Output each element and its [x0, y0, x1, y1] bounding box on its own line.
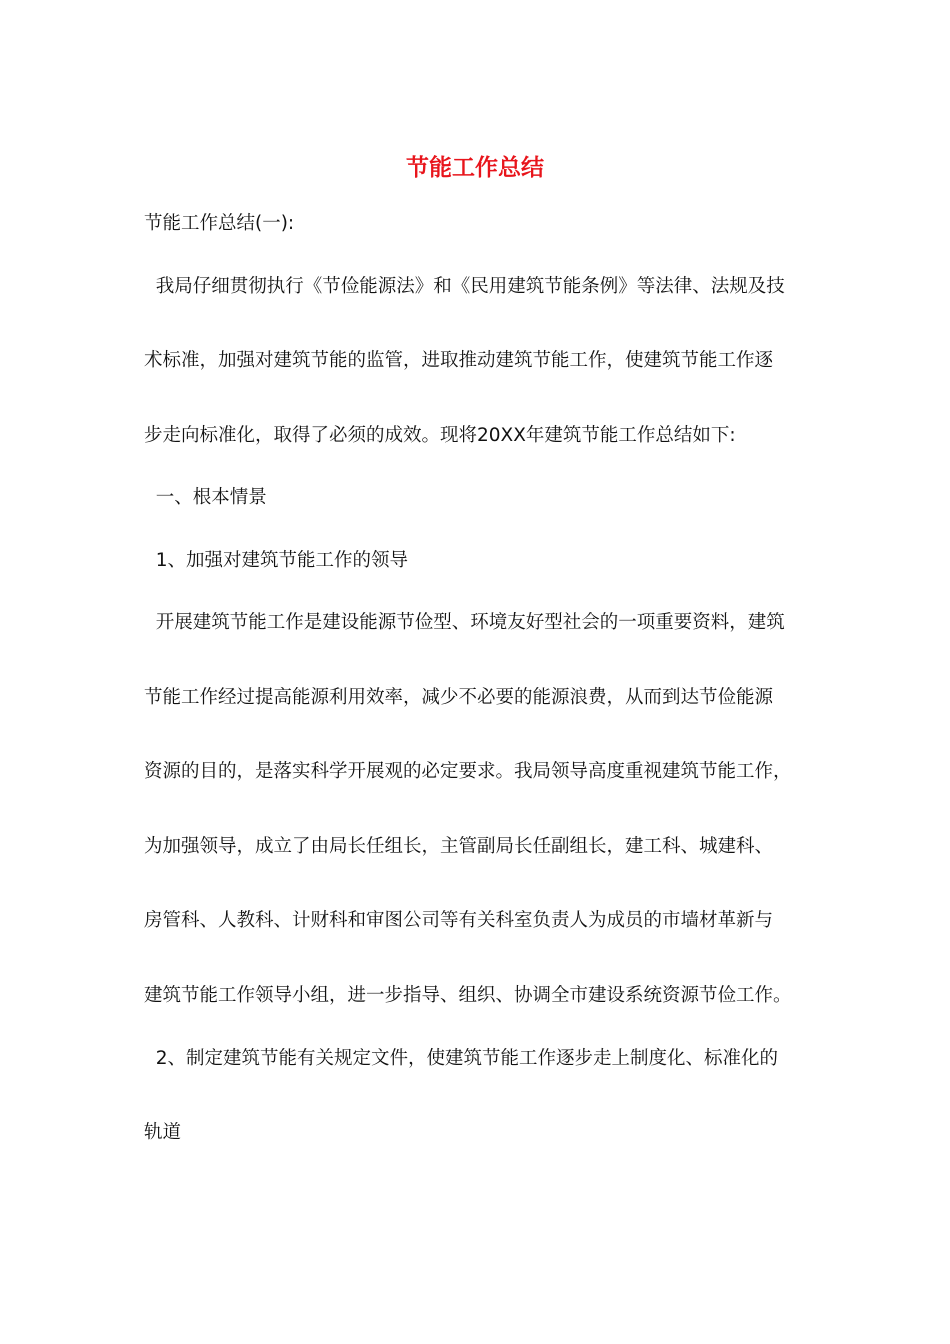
paragraph-line: 开展建筑节能工作是建设能源节俭型、环境友好型社会的一项重要资料，建筑 — [144, 612, 785, 633]
section-heading: 节能工作总结(一): — [144, 213, 295, 234]
paragraph-line: 步走向标准化，取得了必须的成效。现将20XX年建筑节能工作总结如下: — [144, 425, 736, 446]
subsection-heading: 1、加强对建筑节能工作的领导 — [144, 550, 409, 571]
paragraph-line: 我局仔细贯彻执行《节俭能源法》和《民用建筑节能条例》等法律、法规及技 — [144, 276, 785, 297]
paragraph-line: 建筑节能工作领导小组，进一步指导、组织、协调全市建设系统资源节俭工作。 — [144, 985, 792, 1006]
paragraph-line: 术标准，加强对建筑节能的监管，进取推动建筑节能工作，使建筑节能工作逐 — [144, 350, 774, 371]
document-title: 节能工作总结 — [406, 155, 544, 181]
paragraph-line: 资源的目的，是落实科学开展观的必定要求。我局领导高度重视建筑节能工作， — [144, 761, 792, 782]
paragraph-line: 为加强领导，成立了由局长任组长，主管副局长任副组长，建工科、城建科、 — [144, 836, 774, 857]
section-heading: 一、根本情景 — [144, 487, 267, 508]
paragraph-line: 轨道 — [144, 1122, 182, 1143]
subsection-heading: 2、制定建筑节能有关规定文件，使建筑节能工作逐步走上制度化、标准化的 — [144, 1048, 779, 1069]
paragraph-line: 节能工作经过提高能源利用效率，减少不必要的能源浪费，从而到达节俭能源 — [144, 687, 774, 708]
paragraph-line: 房管科、人教科、计财科和审图公司等有关科室负责人为成员的市墙材革新与 — [144, 910, 774, 931]
